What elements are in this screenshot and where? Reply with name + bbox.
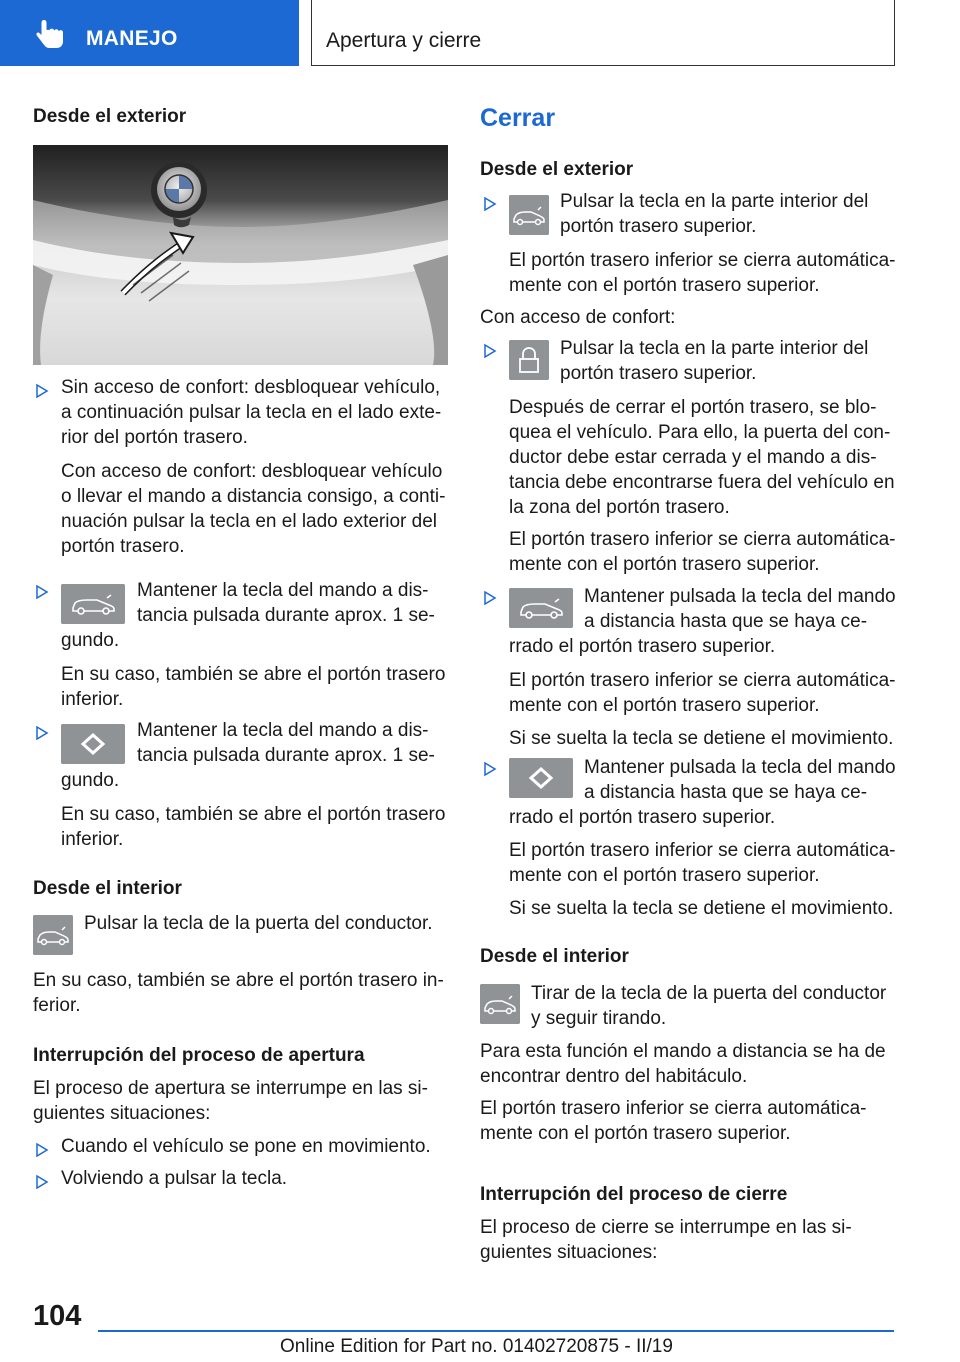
- right-r2-para: la zona del portón trasero.: [509, 497, 730, 518]
- left-item3-line: tancia pulsada durante aprox. 1 se-: [137, 745, 435, 766]
- left-item3-line: Mantener la tecla del mando a dis-: [137, 720, 429, 741]
- left-interior-para: En su caso, también se abre el portón trasero in-: [33, 970, 444, 991]
- bullet-triangle-icon: [35, 726, 49, 740]
- right-interior-para: encontrar dentro del habitáculo.: [480, 1066, 748, 1087]
- bullet-triangle-icon: [35, 585, 49, 599]
- right-interrupt-para: El proceso de cierre se interrumpe en las si-: [480, 1217, 852, 1238]
- right-r1-line: Pulsar la tecla en la parte interior del: [560, 191, 869, 212]
- left-item2-line: gundo.: [61, 630, 120, 651]
- bullet-triangle-icon: [35, 384, 49, 398]
- right-r3-para: Si se suelta la tecla se detiene el movimiento.: [509, 728, 894, 749]
- right-interior-line: Tirar de la tecla de la puerta del conductor: [531, 983, 887, 1004]
- tailgate-key-button-icon: [61, 584, 125, 624]
- diamond-key-button-icon: [509, 758, 573, 798]
- bullet-triangle-icon: [483, 344, 497, 358]
- left-item2-line: tancia pulsada durante aprox. 1 se-: [137, 605, 435, 626]
- chapter-header: [311, 0, 895, 66]
- lock-button-icon: [509, 340, 549, 380]
- footer-divider: [98, 1330, 894, 1332]
- right-r3-line: Mantener pulsada la tecla del mando: [584, 586, 896, 607]
- bullet-triangle-icon: [35, 1175, 49, 1189]
- tailgate-key-button-icon: [509, 588, 573, 628]
- left-bullet: Volviendo a pulsar la tecla.: [61, 1168, 288, 1189]
- bullet-triangle-icon: [35, 1143, 49, 1157]
- right-r3-line: a distancia hasta que se haya ce-: [584, 611, 868, 632]
- left-item1-line: Sin acceso de confort: desbloquear vehículo,: [61, 377, 441, 398]
- tailgate-door-button-icon: [480, 984, 520, 1024]
- tailgate-photo: [33, 145, 448, 365]
- page-number: 104: [33, 1300, 82, 1332]
- chapter-title: Apertura y cierre: [326, 29, 482, 52]
- edition-text: Online Edition for Part no. 01402720875 - II/19: [280, 1336, 673, 1357]
- left-bullet: Cuando el vehículo se pone en movimiento.: [61, 1136, 431, 1157]
- right-interior-para: mente con el portón trasero superior.: [480, 1123, 791, 1144]
- right-r2-para: Después de cerrar el portón trasero, se blo-: [509, 397, 877, 418]
- tailgate-inner-button-icon: [509, 195, 549, 235]
- left-interrupt-heading: Interrupción del proceso de apertura: [33, 1045, 365, 1066]
- left-item1-para: nuación pulsar la tecla en el lado exterior del: [61, 511, 438, 532]
- right-r1-para: El portón trasero inferior se cierra automática-: [509, 250, 896, 271]
- left-item1-line: rior del portón trasero.: [61, 427, 248, 448]
- left-interrupt-para: El proceso de apertura se interrumpe en las si-: [33, 1078, 428, 1099]
- left-item3-para: En su caso, también se abre el portón trasero: [61, 804, 446, 825]
- hand-pointer-icon: [36, 18, 66, 50]
- right-r2-para: quea el vehículo. Para ello, la puerta del con-: [509, 422, 891, 443]
- diamond-key-button-icon: [61, 724, 125, 764]
- right-r2-para: ductor debe estar cerrada y el mando a dis-: [509, 447, 877, 468]
- right-r4-para: mente con el portón trasero superior.: [509, 865, 820, 886]
- right-r4-para: Si se suelta la tecla se detiene el movimiento.: [509, 898, 894, 919]
- left-item1-para: Con acceso de confort: desbloquear vehículo: [61, 461, 443, 482]
- right-r2-para: tancia debe encontrarse fuera del vehículo en: [509, 472, 895, 493]
- bullet-triangle-icon: [483, 197, 497, 211]
- left-interior-para: ferior.: [33, 995, 81, 1016]
- right-r2-line: Pulsar la tecla en la parte interior del: [560, 338, 869, 359]
- right-r4-para: El portón trasero inferior se cierra automática-: [509, 840, 896, 861]
- left-exterior-heading: Desde el exterior: [33, 106, 187, 127]
- right-r1-para: mente con el portón trasero superior.: [509, 275, 820, 296]
- right-r4-line: Mantener pulsada la tecla del mando: [584, 757, 896, 778]
- left-interior-heading: Desde el interior: [33, 878, 182, 899]
- right-r3-para: El portón trasero inferior se cierra automática-: [509, 670, 896, 691]
- bullet-triangle-icon: [483, 762, 497, 776]
- right-interior-line: y seguir tirando.: [531, 1008, 667, 1029]
- section-tab: [0, 0, 299, 66]
- right-exterior-heading: Desde el exterior: [480, 159, 634, 180]
- right-r4-line: rrado el portón trasero superior.: [509, 807, 776, 828]
- right-r2-line: portón trasero superior.: [560, 363, 757, 384]
- tailgate-door-button-icon: [33, 915, 73, 955]
- section-label: MANEJO: [86, 27, 178, 50]
- right-r3-line: rrado el portón trasero superior.: [509, 636, 776, 657]
- left-item1-para: o llevar el mando a distancia consigo, a conti-: [61, 486, 446, 507]
- left-item1-para: portón trasero.: [61, 536, 185, 557]
- left-item1-line: a continuación pulsar la tecla en el lado exte-: [61, 402, 442, 423]
- left-interior-text: Pulsar la tecla de la puerta del conductor.: [84, 913, 433, 934]
- comfort-label: Con acceso de confort:: [480, 307, 676, 328]
- left-item2-para: En su caso, también se abre el portón trasero: [61, 664, 446, 685]
- tailgate-button-photo: [33, 145, 448, 365]
- left-item2-line: Mantener la tecla del mando a dis-: [137, 580, 429, 601]
- bullet-triangle-icon: [483, 591, 497, 605]
- right-r2-para: mente con el portón trasero superior.: [509, 554, 820, 575]
- left-item3-para: inferior.: [61, 829, 124, 850]
- right-interior-para: El portón trasero inferior se cierra automática-: [480, 1098, 867, 1119]
- right-r3-para: mente con el portón trasero superior.: [509, 695, 820, 716]
- left-interrupt-para: guientes situaciones:: [33, 1103, 211, 1124]
- right-r2-para: El portón trasero inferior se cierra automática-: [509, 529, 896, 550]
- right-interrupt-para: guientes situaciones:: [480, 1242, 658, 1263]
- close-heading: Cerrar: [480, 104, 556, 132]
- right-interior-para: Para esta función el mando a distancia se ha de: [480, 1041, 886, 1062]
- right-r1-line: portón trasero superior.: [560, 216, 757, 237]
- right-r4-line: a distancia hasta que se haya ce-: [584, 782, 868, 803]
- left-item2-para: inferior.: [61, 689, 124, 710]
- right-interrupt-heading: Interrupción del proceso de cierre: [480, 1184, 788, 1205]
- left-item3-line: gundo.: [61, 770, 120, 791]
- right-interior-heading: Desde el interior: [480, 946, 629, 967]
